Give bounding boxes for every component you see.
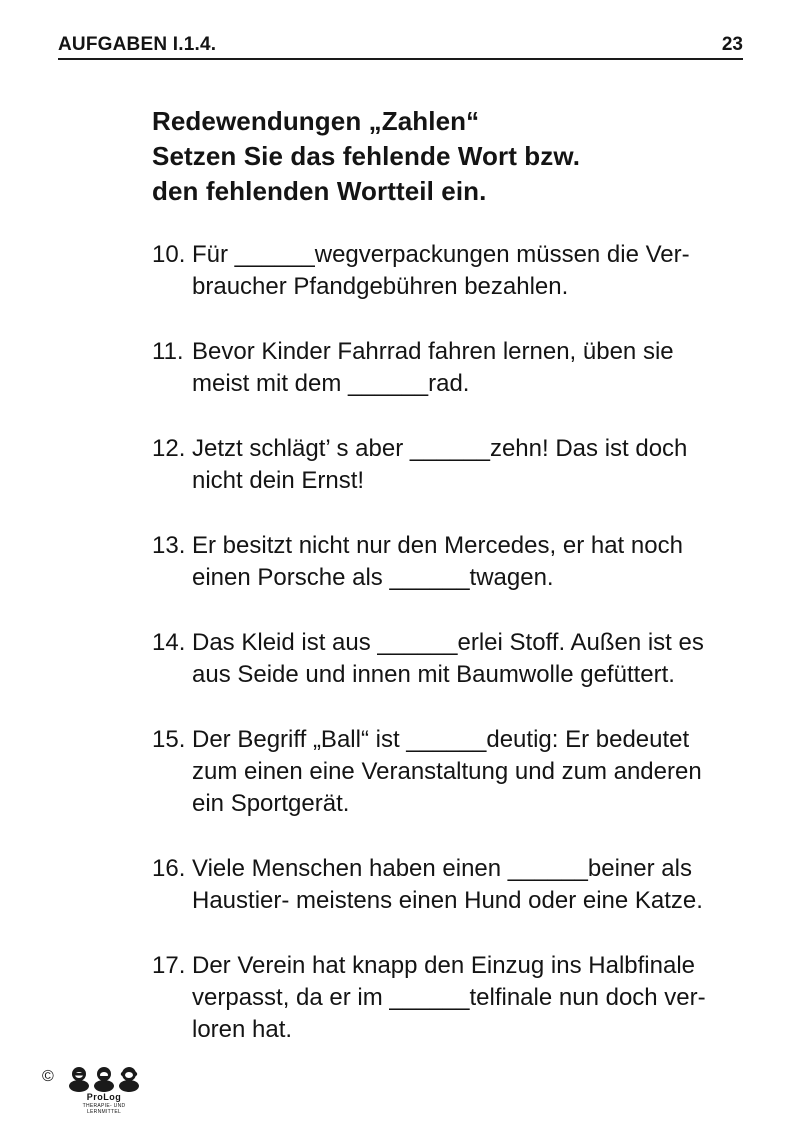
publisher-logo: [64, 1066, 144, 1116]
exercise-text-line: Für ______wegverpackungen müssen die Ver-: [192, 241, 690, 268]
task-title-line: Redewendungen „Zahlen“: [152, 106, 480, 136]
exercise-number: 13.: [152, 532, 186, 559]
exercise-text-line: Das Kleid ist aus ______erlei Stoff. Außen ist es: [192, 629, 704, 656]
exercise-number: 11.: [152, 338, 184, 365]
exercise-number: 16.: [152, 855, 186, 882]
page-header: [58, 34, 743, 60]
logo-subtitle: THERAPIE- UND: [82, 1103, 126, 1109]
task-heading: [152, 104, 752, 209]
exercise-number: 15.: [152, 726, 186, 753]
exercise-item: [152, 853, 752, 917]
exercise-number: 10.: [152, 241, 186, 268]
exercise-text-line: Jetzt schlägt’ s aber ______zehn! Das ist doch: [192, 435, 688, 462]
exercise-text-line: Der Begriff „Ball“ ist ______deutig: Er bedeutet: [192, 726, 690, 753]
copyright-icon: ©: [42, 1068, 54, 1085]
page-number: 23: [721, 34, 743, 55]
exercise-item: [152, 336, 752, 400]
exercise-text-line: zum einen eine Veranstaltung und zum anderen: [192, 758, 702, 785]
exercise-text-line: ein Sportgerät.: [192, 790, 350, 817]
exercise-text-line: Haustier- meistens einen Hund oder eine Katze.: [192, 887, 703, 914]
exercise-text-line: nicht dein Ernst!: [192, 467, 365, 494]
exercise-item: [152, 627, 752, 691]
exercise-number: 12.: [152, 435, 186, 462]
exercise-text-line: braucher Pfandgebühren bezahlen.: [192, 273, 569, 300]
exercise-text-line: Bevor Kinder Fahrrad fahren lernen, üben sie: [192, 338, 674, 365]
logo-subtitle: LERNMITTEL: [86, 1109, 122, 1115]
logo-name: ProLog: [86, 1092, 122, 1102]
exercise-item: [152, 530, 752, 594]
three-monkeys-icon: [66, 1066, 142, 1092]
exercise-text-line: Er besitzt nicht nur den Mercedes, er hat noch: [192, 532, 683, 559]
exercise-item: [152, 950, 752, 1046]
exercise-text-line: Viele Menschen haben einen ______beiner als: [192, 855, 692, 882]
section-title: AUFGABEN I.1.4.: [58, 34, 217, 55]
exercise-item: [152, 239, 752, 303]
exercise-item: [152, 433, 752, 497]
page-footer: [42, 1066, 162, 1116]
exercise-text-line: verpasst, da er im ______telfinale nun doch ver-: [192, 984, 706, 1011]
exercise-text-line: einen Porsche als ______twagen.: [192, 564, 554, 591]
exercise-list: [152, 239, 752, 1079]
task-title-line: den fehlenden Wortteil ein.: [152, 176, 487, 206]
exercise-item: [152, 724, 752, 820]
exercise-text-line: aus Seide und innen mit Baumwolle gefüttert.: [192, 661, 675, 688]
exercise-text-line: loren hat.: [192, 1016, 293, 1043]
exercise-number: 17.: [152, 952, 186, 979]
exercise-text-line: Der Verein hat knapp den Einzug ins Halbfinale: [192, 952, 695, 979]
exercise-number: 14.: [152, 629, 186, 656]
exercise-text-line: meist mit dem ______rad.: [192, 370, 470, 397]
task-title-line: Setzen Sie das fehlende Wort bzw.: [152, 141, 581, 171]
